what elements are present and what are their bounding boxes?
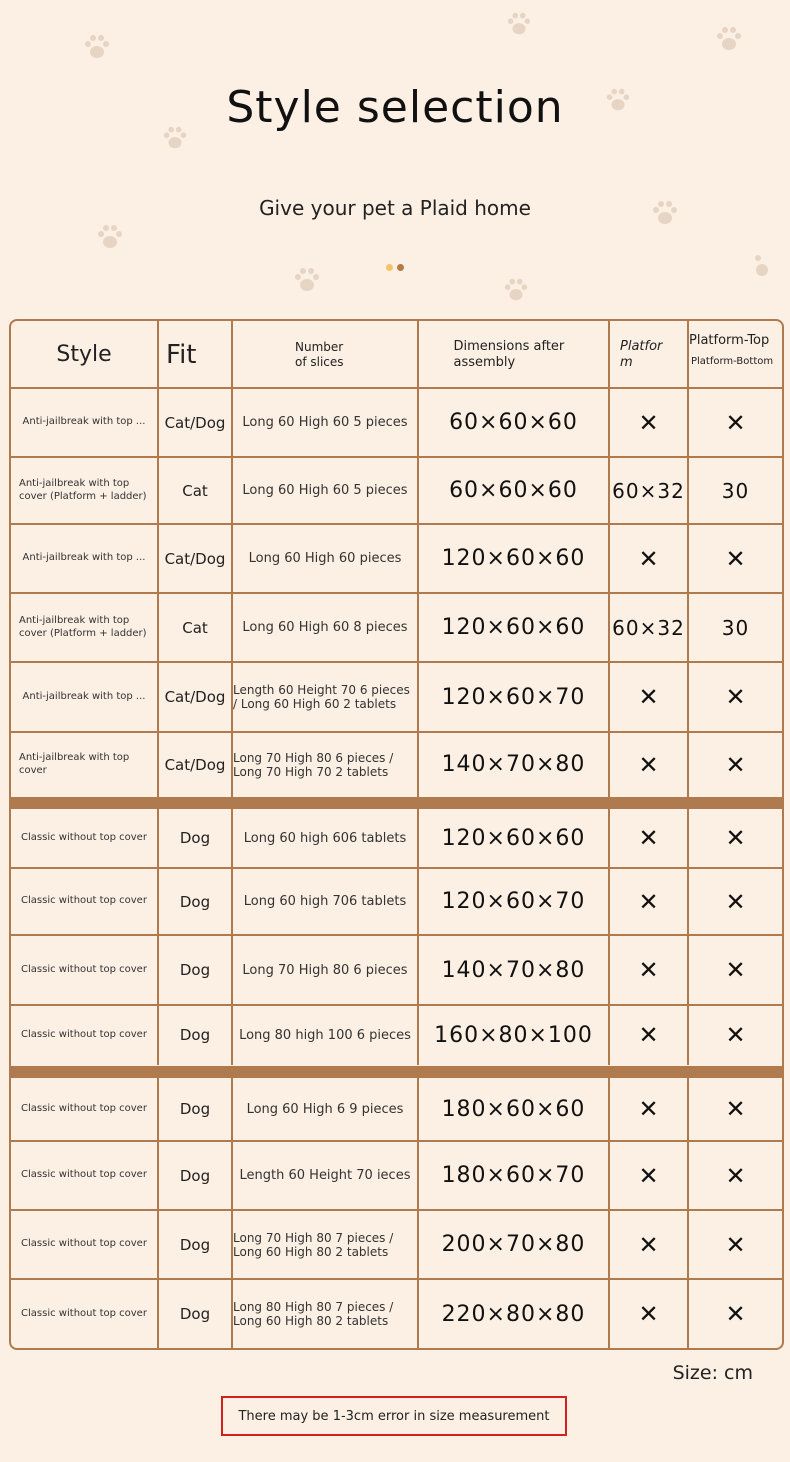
cell-dim [419, 1141, 610, 1210]
cell-dim [419, 524, 610, 593]
cell-style-text: Anti-jailbreak with top ... [22, 552, 146, 564]
cell-style [11, 1005, 159, 1065]
cell-dim [419, 1210, 610, 1279]
cell-dim-text: 60×60×60 [449, 478, 578, 503]
cell-dim-text: 140×70×80 [441, 752, 586, 777]
header-slices [233, 321, 419, 388]
cell-platform-text: ✕ [638, 1161, 659, 1190]
table-row [11, 388, 782, 457]
cell-platform [610, 935, 689, 1005]
cell-slices [233, 1005, 419, 1065]
row-divider [11, 1209, 782, 1211]
section-separator [11, 1066, 782, 1077]
cell-platform [610, 732, 689, 797]
cell-slices [233, 1141, 419, 1210]
table-row [11, 662, 782, 732]
cell-fit [159, 868, 233, 935]
cell-slices [233, 662, 419, 732]
cell-dim-text: 140×70×80 [441, 957, 586, 983]
cell-style-text: Anti-jailbreak with top cover (Platform + ladder) [19, 478, 147, 502]
page-title: Style selection [226, 82, 564, 133]
cell-top-text: 30 [721, 615, 750, 640]
cell-top-text: ✕ [725, 1095, 746, 1123]
cell-platform [610, 1005, 689, 1065]
cell-dim [419, 808, 610, 868]
cell-top-text: ✕ [725, 1230, 746, 1259]
cell-style [11, 388, 159, 457]
cell-platform-text: ✕ [638, 750, 659, 779]
cell-platform-text: ✕ [638, 1230, 659, 1259]
cell-platform-text: 60×32 [612, 478, 685, 503]
cell-style-text: Classic without top cover [21, 1102, 147, 1114]
cell-platform [610, 1210, 689, 1279]
cell-top [689, 732, 782, 797]
cell-top-text: ✕ [725, 824, 746, 852]
table-row [11, 457, 782, 524]
cell-platform [610, 1141, 689, 1210]
cell-top [689, 1210, 782, 1279]
cell-dim-text: 200×70×80 [441, 1232, 586, 1257]
cell-slices-text: Long 60 High 60 pieces [248, 551, 402, 566]
cell-top [689, 388, 782, 457]
section-separator [11, 797, 782, 808]
cell-style [11, 1077, 159, 1141]
row-divider [11, 1278, 782, 1280]
cell-fit [159, 935, 233, 1005]
cell-slices [233, 388, 419, 457]
cell-slices-text: Length 60 Height 70 ieces [239, 1168, 411, 1183]
paw-print-icon [502, 276, 530, 304]
cell-dim-text: 160×80×100 [434, 1022, 593, 1048]
cell-style-text: Anti-jailbreak with top cover [19, 752, 130, 776]
cell-fit-text: Cat [182, 481, 208, 500]
paw-print-icon [714, 24, 744, 54]
table-header-row [11, 321, 782, 388]
cell-slices [233, 732, 419, 797]
cell-style-text: Classic without top cover [21, 1028, 147, 1040]
cell-platform-text: ✕ [638, 1095, 659, 1123]
cell-dim-text: 120×60×70 [441, 889, 586, 914]
cell-style [11, 808, 159, 868]
header-slices-label: Number of slices [295, 340, 344, 369]
measurement-note [221, 1396, 567, 1436]
cell-slices-text: Long 60 high 606 tablets [243, 830, 407, 846]
cell-dim [419, 457, 610, 524]
size-unit-label: Size: cm [672, 1362, 753, 1384]
row-divider [11, 592, 782, 594]
cell-top-text: ✕ [725, 750, 746, 779]
cell-slices-text: Long 80 high 100 6 pieces [239, 1027, 411, 1043]
cell-fit [159, 524, 233, 593]
cell-platform-text: ✕ [638, 544, 659, 573]
cell-dim-text: 120×60×60 [441, 615, 586, 640]
cell-platform [610, 1279, 689, 1349]
cell-slices-text: Long 60 High 60 5 pieces [242, 415, 408, 430]
cell-top-text: ✕ [725, 408, 746, 437]
cell-fit-text: Cat/Dog [164, 688, 226, 706]
cell-dim-text: 120×60×70 [441, 684, 586, 710]
cell-dim-text: 120×60×60 [441, 825, 586, 851]
cell-style [11, 1210, 159, 1279]
measurement-note-text: There may be 1-3cm error in size measurement [238, 1408, 550, 1424]
cell-fit-text: Dog [179, 1305, 211, 1323]
cell-top [689, 457, 782, 524]
cell-dim [419, 935, 610, 1005]
cell-platform [610, 524, 689, 593]
cell-slices-text: Long 80 High 80 7 pieces / Long 60 High 80 2 tablets [233, 1300, 394, 1328]
cell-platform [610, 593, 689, 662]
table-row [11, 732, 782, 797]
cell-platform-text: ✕ [638, 887, 659, 916]
cell-top [689, 1141, 782, 1210]
cell-platform-text: ✕ [638, 824, 659, 852]
table-row [11, 1141, 782, 1210]
row-divider [11, 456, 782, 458]
cell-fit-text: Dog [179, 1166, 211, 1185]
cell-platform-text: ✕ [638, 408, 659, 437]
cell-top [689, 662, 782, 732]
cell-slices [233, 524, 419, 593]
cell-top [689, 808, 782, 868]
cell-top-text: 30 [721, 478, 750, 503]
cell-dim-text: 60×60×60 [449, 410, 578, 435]
page-subtitle: Give your pet a Plaid home [259, 196, 531, 220]
cell-style-text: Classic without top cover [21, 831, 147, 843]
cell-top [689, 593, 782, 662]
cell-style-text: Classic without top cover [21, 1238, 147, 1250]
cell-slices [233, 1077, 419, 1141]
cell-slices [233, 593, 419, 662]
table-row [11, 1005, 782, 1065]
cell-fit-text: Dog [179, 829, 211, 847]
cell-fit-text: Cat [182, 618, 208, 637]
cell-slices-text: Length 60 Height 70 6 pieces / Long 60 High 60 2 tablets [233, 683, 410, 711]
pagination-dots [0, 256, 790, 275]
cell-fit [159, 593, 233, 662]
cell-style [11, 935, 159, 1005]
cell-fit-text: Cat/Dog [164, 413, 226, 432]
header-dimensions [419, 321, 610, 388]
cell-top-text: ✕ [725, 1300, 746, 1328]
paw-print-icon [505, 10, 533, 38]
header-fit [159, 321, 233, 388]
cell-top [689, 935, 782, 1005]
cell-platform-text: 60×32 [612, 615, 685, 640]
cell-fit [159, 457, 233, 524]
cell-dim [419, 868, 610, 935]
cell-fit [159, 388, 233, 457]
header-fit-label: Fit [166, 339, 197, 370]
table-row [11, 1210, 782, 1279]
cell-style-text: Classic without top cover [21, 895, 147, 907]
cell-dim [419, 388, 610, 457]
cell-top [689, 868, 782, 935]
cell-dim-text: 180×60×70 [441, 1163, 586, 1188]
cell-fit-text: Cat/Dog [164, 755, 226, 774]
cell-slices [233, 935, 419, 1005]
table-row [11, 935, 782, 1005]
cell-dim [419, 732, 610, 797]
cell-style-text: Classic without top cover [21, 1169, 147, 1181]
cell-slices [233, 808, 419, 868]
dot [397, 264, 404, 271]
cell-fit-text: Dog [179, 1100, 211, 1118]
cell-top [689, 1005, 782, 1065]
cell-dim-text: 180×60×60 [441, 1096, 586, 1122]
header-style [11, 321, 159, 388]
cell-slices-text: Long 60 High 60 5 pieces [242, 483, 408, 498]
cell-platform-text: ✕ [638, 1300, 659, 1328]
table-row [11, 808, 782, 868]
cell-fit [159, 732, 233, 797]
cell-platform [610, 662, 689, 732]
cell-dim [419, 1005, 610, 1065]
style-table [9, 319, 784, 1350]
cell-top-text: ✕ [725, 1161, 746, 1190]
cell-top-text: ✕ [725, 887, 746, 916]
cell-top-text: ✕ [725, 956, 746, 984]
header-platform-top-label: Platform-Top [689, 332, 770, 348]
cell-platform [610, 868, 689, 935]
table-row [11, 593, 782, 662]
cell-slices [233, 868, 419, 935]
cell-platform-text: ✕ [638, 683, 659, 711]
row-divider [11, 731, 782, 733]
table-row [11, 1077, 782, 1141]
cell-fit [159, 1005, 233, 1065]
cell-dim-text: 220×80×80 [441, 1301, 586, 1327]
cell-top [689, 1279, 782, 1349]
cell-dim [419, 1279, 610, 1349]
cell-style-text: Anti-jailbreak with top ... [22, 416, 146, 428]
cell-slices-text: Long 60 High 6 9 pieces [246, 1101, 404, 1117]
row-divider [11, 1140, 782, 1142]
paw-print-icon [82, 32, 112, 62]
cell-top-text: ✕ [725, 544, 746, 573]
header-dimensions-label: Dimensions after assembly [453, 338, 565, 370]
cell-platform [610, 388, 689, 457]
cell-fit [159, 1077, 233, 1141]
row-divider [11, 934, 782, 936]
cell-style [11, 732, 159, 797]
cell-dim [419, 1077, 610, 1141]
cell-style [11, 1279, 159, 1349]
row-divider [11, 661, 782, 663]
cell-platform [610, 808, 689, 868]
cell-platform [610, 1077, 689, 1141]
row-divider [11, 867, 782, 869]
cell-fit [159, 662, 233, 732]
cell-fit-text: Dog [179, 1235, 211, 1254]
cell-top [689, 524, 782, 593]
cell-fit-text: Dog [179, 892, 211, 911]
cell-slices-text: Long 60 high 706 tablets [243, 894, 407, 909]
paw-print-icon [95, 222, 125, 252]
cell-fit-text: Cat/Dog [164, 549, 226, 568]
cell-dim [419, 593, 610, 662]
cell-platform-text: ✕ [638, 956, 659, 984]
table-row [11, 1279, 782, 1349]
cell-dim-text: 120×60×60 [441, 546, 586, 571]
cell-fit-text: Dog [179, 1026, 211, 1044]
cell-style [11, 524, 159, 593]
table-row [11, 868, 782, 935]
cell-style [11, 662, 159, 732]
cell-style [11, 868, 159, 935]
cell-platform [610, 457, 689, 524]
cell-style-text: Anti-jailbreak with top cover (Platform + ladder) [19, 615, 147, 639]
row-divider [11, 523, 782, 525]
cell-style [11, 593, 159, 662]
dot-active [386, 264, 393, 271]
cell-style-text: Classic without top cover [21, 963, 147, 975]
row-divider [11, 1004, 782, 1006]
cell-platform-text: ✕ [638, 1021, 659, 1049]
cell-top-text: ✕ [725, 1021, 746, 1049]
cell-slices-text: Long 70 High 80 6 pieces [242, 962, 408, 978]
cell-slices-text: Long 70 High 80 6 pieces / Long 70 High 70 2 tablets [233, 750, 394, 779]
cell-style-text: Anti-jailbreak with top ... [22, 690, 146, 702]
cell-fit [159, 808, 233, 868]
cell-slices [233, 457, 419, 524]
cell-fit [159, 1141, 233, 1210]
header-platform-label: Platform [620, 338, 663, 370]
cell-dim [419, 662, 610, 732]
cell-slices [233, 1279, 419, 1349]
header-platform [610, 321, 689, 388]
row-divider [11, 387, 782, 389]
cell-slices-text: Long 60 High 60 8 pieces [242, 620, 408, 635]
cell-fit [159, 1279, 233, 1349]
cell-top-text: ✕ [725, 683, 746, 711]
cell-fit-text: Dog [179, 961, 211, 979]
table-row [11, 524, 782, 593]
cell-style [11, 1141, 159, 1210]
cell-fit [159, 1210, 233, 1279]
cell-style [11, 457, 159, 524]
cell-top [689, 1077, 782, 1141]
header-style-label: Style [56, 342, 112, 367]
header-platform-top [689, 321, 782, 388]
cell-style-text: Classic without top cover [21, 1307, 147, 1319]
header-platform-bottom-label: Platform-Bottom [691, 355, 774, 367]
cell-slices [233, 1210, 419, 1279]
cell-slices-text: Long 70 High 80 7 pieces / Long 60 High 80 2 tablets [233, 1230, 394, 1259]
